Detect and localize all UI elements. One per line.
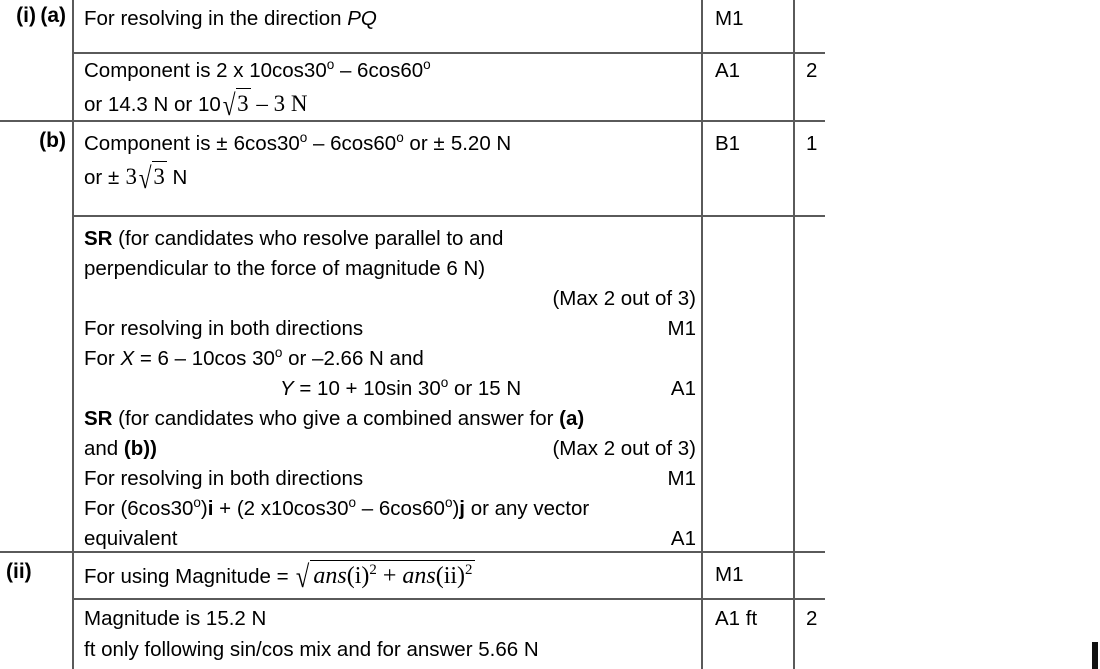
sr1-y-mark: A1: [670, 377, 696, 400]
sr1-x-pre: For: [84, 347, 121, 370]
row1-note-pq: PQ: [347, 7, 377, 30]
sr1-resolve-text: For resolving in both directions: [84, 317, 364, 340]
row2-line1-mid: – 6cos60: [334, 59, 424, 82]
sr2-vec-d: ): [452, 497, 460, 520]
sr-tag: SR: [84, 407, 113, 430]
row5-text-pre: For using Magnitude =: [84, 565, 295, 588]
row5-label-ii: (ii): [6, 560, 32, 583]
square-root-icon: √ $ans(i)^2 + ans(ii)^2$: [294, 560, 475, 591]
row2-total: 2: [806, 59, 818, 82]
sr2-head-ref-a: (a): [559, 407, 585, 430]
sr2-head-line1: [84, 404, 696, 434]
row-divider-1: [73, 52, 825, 54]
row3-marking-note: [84, 129, 511, 193]
sr2-head-line2: [84, 434, 696, 464]
degree-icon: o: [326, 57, 335, 73]
row5-plus: +: [376, 563, 403, 589]
row5-arg1: (i): [346, 563, 370, 589]
row3-label-b: (b): [39, 129, 66, 152]
row5-radicand: [310, 560, 475, 591]
sr2-head-text: (for candidates who give a combined answer for: [112, 407, 560, 430]
plus-minus-icon: ±: [107, 166, 120, 189]
row6-marking-note: [84, 604, 539, 665]
sr1-max-note: (Max 2 out of 3): [552, 287, 696, 310]
row1-mark-code: M1: [715, 7, 744, 30]
row6-total: 2: [806, 607, 818, 630]
sr2-vec-a: ): [200, 497, 208, 520]
sr2-equivalent-line: [84, 524, 696, 554]
row-divider-2: [0, 120, 825, 122]
sr2-vector-line: [84, 494, 696, 524]
sr1-y-line: [84, 374, 696, 404]
row2-radicand: 3: [236, 88, 251, 119]
degree-icon: o: [440, 375, 449, 391]
sr1-y-a: = 10 + 10sin 30: [293, 377, 441, 400]
scan-edge-artifact: [1092, 642, 1098, 669]
sr2-resolve-text: For resolving in both directions: [84, 467, 364, 490]
row6-line1: Magnitude is 15.2 N: [84, 607, 267, 630]
sr2-vec-e: or any vector: [465, 497, 590, 520]
sr1-resolve-mark: M1: [667, 317, 696, 340]
row5-exp2: 2: [465, 562, 473, 578]
row1-label-a: (a): [40, 4, 66, 27]
row1-label-i: (i): [16, 4, 36, 27]
sr2-equiv-text: equivalent: [84, 527, 178, 550]
degree-icon: o: [348, 495, 357, 511]
sr1-x-line: [84, 344, 696, 374]
row3-line2-mid: 3: [119, 164, 137, 189]
row5-ans1: ans: [313, 563, 347, 589]
row3-line1-pre: Component is: [84, 132, 217, 155]
row3-mark-code: B1: [715, 132, 741, 155]
row2-line2-post: – 3 N: [250, 91, 308, 116]
sr1-head-line1: [84, 224, 696, 254]
square-root-icon: √3: [138, 161, 165, 195]
row2-line1: [84, 56, 431, 86]
row3-radicand: 3: [152, 161, 167, 192]
plus-minus-icon: ±: [433, 132, 446, 155]
row-divider-3: [73, 215, 825, 217]
row3-line1-b: – 6cos60: [307, 132, 397, 155]
row5-ans2: ans: [402, 563, 436, 589]
row3-line2-post: N: [166, 166, 188, 189]
degree-icon: o: [299, 130, 308, 146]
sr2-resolve-line: [84, 464, 696, 494]
sr2-max-note: (Max 2 out of 3): [552, 437, 696, 460]
sr1-y-var: Y: [280, 377, 294, 400]
row5-exp1: 2: [369, 562, 377, 578]
sr2-vec-j: j: [459, 497, 465, 520]
sr2-vec-i: i: [207, 497, 214, 520]
row5-mark-code: M1: [715, 563, 744, 586]
sr2-head2-pre: and: [84, 437, 124, 460]
row5-marking-note: [84, 560, 475, 592]
sr1-head-text: (for candidates who resolve parallel to and: [112, 227, 504, 250]
row1-marking-note: [84, 4, 377, 34]
row6-line2: ft only following sin/cos mix and for answer 5.66 N: [84, 638, 539, 661]
sr1-x-b: or –2.66 N and: [282, 347, 424, 370]
row3-line1-d: 5.20 N: [445, 132, 512, 155]
row2-line2: [84, 88, 431, 120]
sr1-resolve-line: [84, 314, 696, 344]
sr1-head-line2: perpendicular to the force of magnitude 6 N): [84, 257, 486, 280]
sr-tag: SR: [84, 227, 113, 250]
column-divider-label: [72, 0, 74, 669]
degree-icon: o: [396, 130, 404, 146]
sr1-y-b: or 15 N: [448, 377, 522, 400]
sr2-head-ref-b: (b)): [123, 437, 157, 460]
square-root-icon: √3: [222, 88, 249, 122]
sr2-vec-b: + (2 x10cos30: [213, 497, 349, 520]
row2-marking-note: [84, 56, 431, 120]
row3-line1-c: or: [403, 132, 434, 155]
row2-line1-pre: Component is 2 x 10cos30: [84, 59, 327, 82]
row5-arg2: (ii): [435, 563, 466, 589]
row1-note-plain: For resolving in the direction: [84, 7, 348, 30]
row4-special-ruling-note: [84, 224, 696, 554]
column-divider-total: [793, 0, 795, 669]
sr1-x-a: = 6 – 10cos 30: [134, 347, 275, 370]
plus-minus-icon: ±: [216, 132, 228, 155]
sr2-vec-c: – 6cos60: [356, 497, 445, 520]
column-divider-markcode: [701, 0, 703, 669]
degree-icon: o: [423, 57, 431, 73]
row2-line2-pre: or 14.3 N or 10: [84, 93, 221, 116]
row2-mark-code: A1: [715, 59, 741, 82]
row3-total: 1: [806, 132, 818, 155]
row3-line1-a: 6cos30: [227, 132, 300, 155]
sr1-max-note-line: [84, 284, 696, 314]
sr2-equiv-mark: A1: [670, 527, 696, 550]
sr1-x-var: X: [120, 347, 135, 370]
sr2-vec-pre: For (6cos30: [84, 497, 194, 520]
sr2-resolve-mark: M1: [667, 467, 696, 490]
degree-icon: o: [444, 495, 453, 511]
row3-line1: [84, 129, 511, 159]
row6-mark-code: A1 ft: [715, 607, 758, 630]
row-divider-5: [73, 598, 825, 600]
row3-line2-pre: or: [84, 166, 108, 189]
degree-icon: o: [274, 345, 283, 361]
degree-icon: o: [193, 495, 201, 511]
row3-line2: [84, 161, 511, 193]
